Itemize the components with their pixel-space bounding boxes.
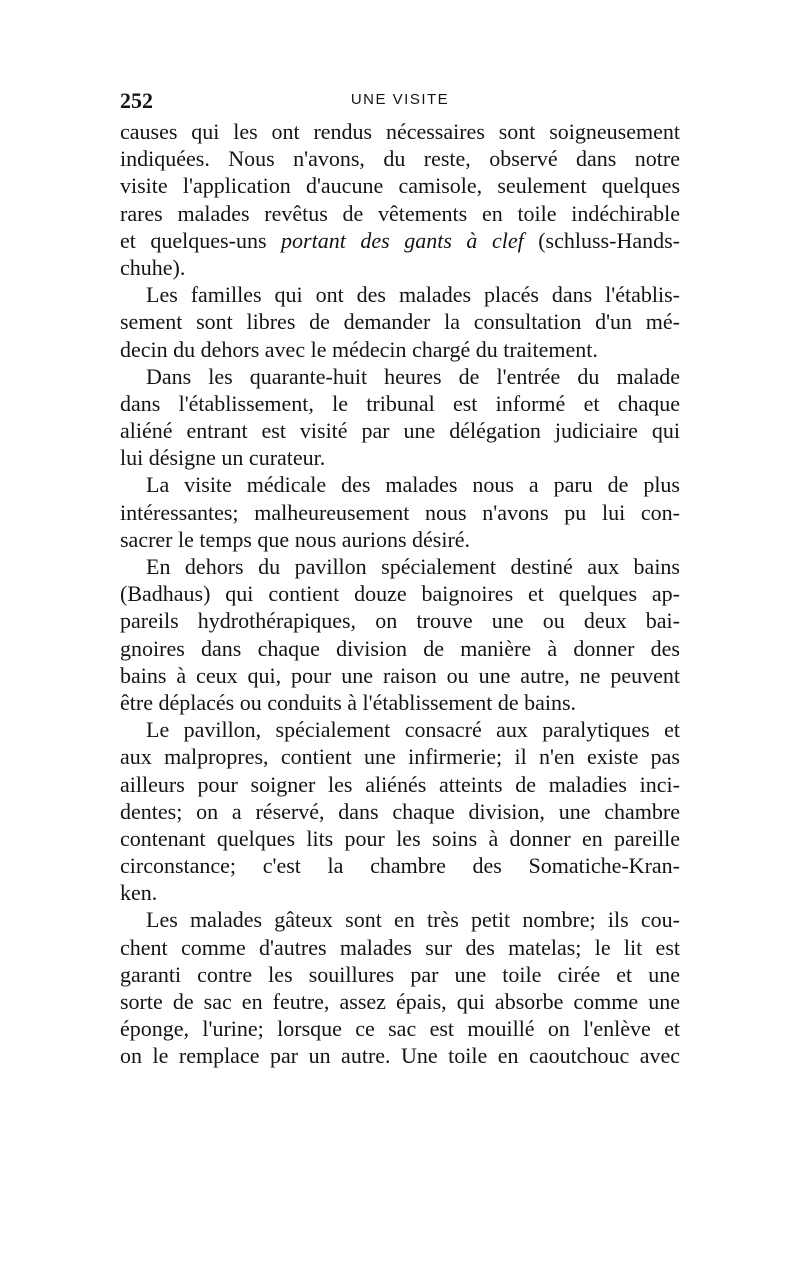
text-line: pareils hydrothérapiques, on trouve une ou deux bai- bbox=[120, 608, 680, 634]
text-line: sement sont libres de demander la consultation d'un mé- bbox=[120, 309, 680, 335]
text-line: causes qui les ont rendus nécessaires sont soigneusement bbox=[120, 119, 680, 144]
text-line bbox=[120, 227, 680, 254]
text-line: indiquées. Nous n'avons, du reste, observé dans notre bbox=[120, 146, 680, 172]
text-line: visite l'application d'aucune camisole, seulement quelques bbox=[120, 173, 680, 199]
text-line: ken. bbox=[120, 880, 158, 906]
text-line: La visite médicale des malades nous a paru de plus bbox=[146, 472, 680, 498]
text-line: chuhe). bbox=[120, 254, 186, 280]
text-line: être déplacés ou conduits à l'établissement de bains. bbox=[120, 689, 577, 715]
text-line: intéressantes; malheureusement nous n'avons pu lui con- bbox=[120, 499, 680, 525]
text-line: ailleurs pour soigner les aliénés atteints de maladies inci- bbox=[120, 771, 680, 797]
text-line: aliéné entrant est visité par une délégation judiciaire qui bbox=[120, 418, 680, 444]
text-line: En dehors du pavillon spécialement destiné aux bains bbox=[146, 554, 680, 579]
text-line: rares malades revêtus de vêtements en toile indéchirable bbox=[120, 200, 680, 226]
text-line: lui désigne un curateur. bbox=[120, 445, 326, 471]
text-line: Le pavillon, spécialement consacré aux paralytiques et bbox=[146, 717, 680, 743]
line-text: (schluss-Hands- bbox=[523, 227, 680, 253]
text-line: circonstance; c'est la chambre des Somatiche-Kran- bbox=[120, 853, 680, 879]
text-line: chent comme d'autres malades sur des matelas; le lit est bbox=[120, 934, 680, 960]
text-line: garanti contre les souillures par une toile cirée et une bbox=[120, 961, 680, 987]
book-page bbox=[120, 88, 680, 1070]
text-line: Les familles qui ont des malades placés dans l'établis- bbox=[146, 282, 680, 308]
text-line: éponge, l'urine; lorsque ce sac est mouillé on l'enlève et bbox=[120, 1016, 680, 1042]
text-line: contenant quelques lits pour les soins à donner en pareille bbox=[120, 825, 680, 851]
text-line: sorte de sac en feutre, assez épais, qui absorbe comme une bbox=[120, 989, 680, 1014]
text-line: dans l'établissement, le tribunal est informé et chaque bbox=[120, 390, 680, 416]
text-line: Dans les quarante-huit heures de l'entrée du malade bbox=[146, 363, 680, 389]
page-number: 252 bbox=[120, 88, 153, 113]
text-line: Les malades gâteux sont en très petit nombre; ils cou- bbox=[146, 907, 680, 933]
running-title: UNE VISITE bbox=[350, 91, 450, 108]
italic-phrase: portant des gants à clef bbox=[281, 227, 524, 253]
text-line: gnoires dans chaque division de manière à donner des bbox=[120, 635, 680, 661]
text-line: aux malpropres, contient une infirmerie; il n'en existe pas bbox=[120, 744, 680, 770]
text-line: decin du dehors avec le médecin chargé du traitement. bbox=[120, 336, 598, 362]
text-line: on le remplace par un autre. Une toile en caoutchouc avec bbox=[120, 1043, 680, 1069]
text-line: sacrer le temps que nous aurions désiré. bbox=[120, 526, 471, 552]
text-line: dentes; on a réservé, dans chaque division, une chambre bbox=[120, 798, 680, 824]
text-line: (Badhaus) qui contient douze baignoires et quelques ap- bbox=[120, 581, 680, 607]
running-head bbox=[120, 88, 680, 118]
body-text bbox=[120, 118, 680, 1070]
text-line: bains à ceux qui, pour une raison ou une autre, ne peuvent bbox=[120, 662, 680, 688]
line-text: et quelques-uns bbox=[120, 227, 282, 253]
